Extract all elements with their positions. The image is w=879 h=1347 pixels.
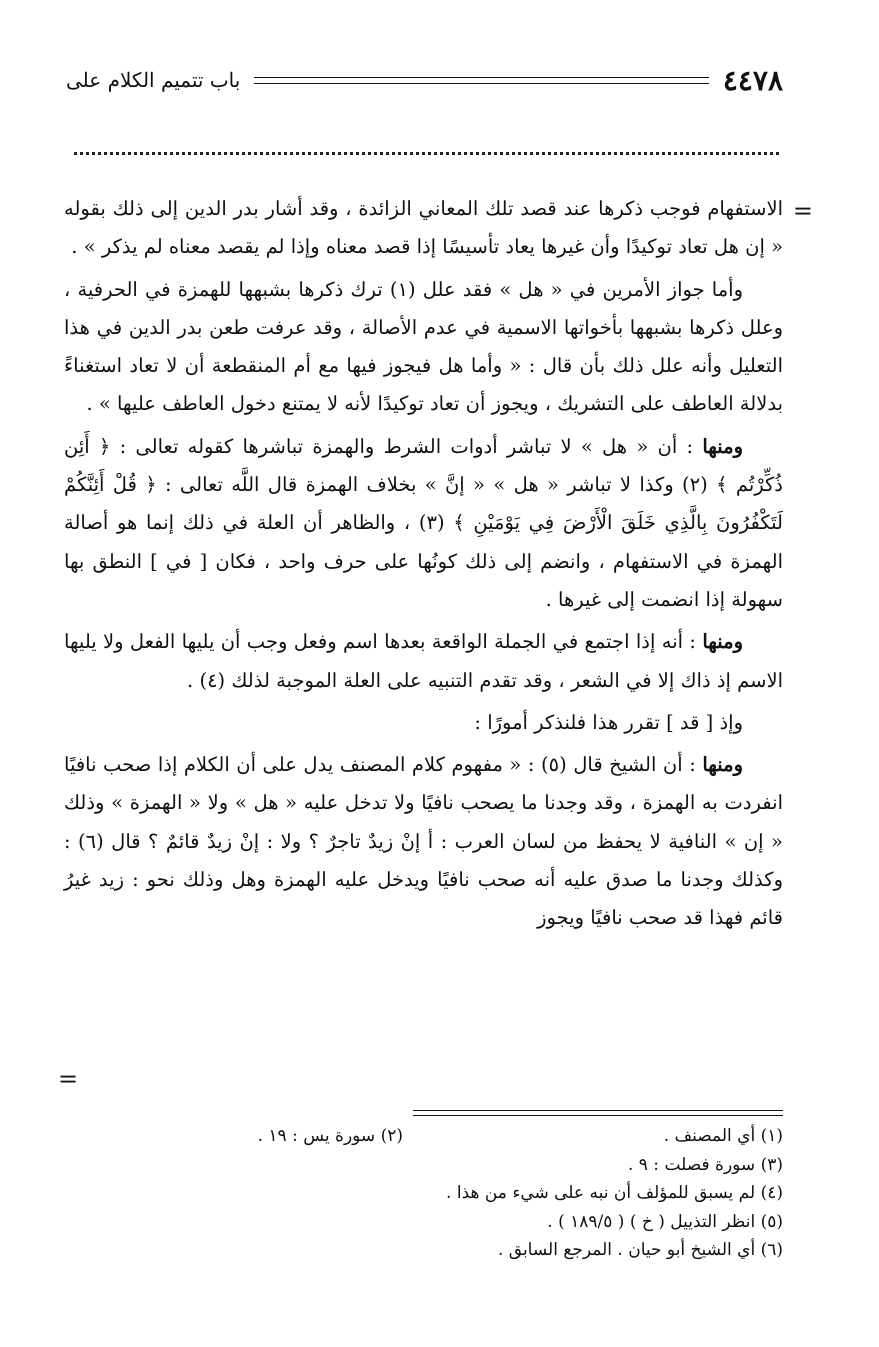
- paragraph-text: وأما جواز الأمرين في « هل » فقد علل (١) ترك ذكرها بشبهها للهمزة في الحرفية ، وعلل ذكرها بشبهها بأخواتها الاسمية في عدم الأصالة ، وقد عرفت طعن بدر الدين في هذا التعليل وأنه علل ذلك بأن قال : « وأما هل فيجوز فيها مع أم المنقطعة أن لا تعاد استغناءً بدلالة العاطف على التشريك ، ويجوز أن تعاد توكيدًا لأنه لا يمتنع دخول العاطف عليها » .: [64, 277, 783, 416]
- paragraph: [64, 746, 783, 937]
- footnote: (٤) لم يسبق للمؤلف أن نبه على شيء من هذا .: [446, 1183, 783, 1203]
- footnote-row: [64, 1179, 783, 1208]
- paragraph: [64, 271, 783, 424]
- paragraph-text: : أن الشيخ قال (٥) : « مفهوم كلام المصنف يدل على أن الكلام إذا صحب نافيًا انفردت به الهمزة ، وقد وجدنا ما يصحب نافيًا ولا تدخل عليه « هل » ولا « الهمزة » وذلك « إن » النافية لا يحفظ من لسان العرب : أ إنْ زيدٌ تاجرٌ ؟ ولا : إنْ زيدٌ قائمٌ ؟ قال (٦) : وكذلك وجدنا ما صدق عليه أنه صحب نافيًا ويدخل عليه الهمزة وهل وذلك نحو : زيد غيرُ قائم فهذا قد صحب نافيًا ويجوز: [64, 753, 783, 930]
- paragraph-text: وإذ [ قد ] تقرر هذا فلنذكر أمورًا :: [474, 710, 743, 734]
- header-double-rule: [254, 77, 709, 84]
- footnote-row: [64, 1236, 783, 1265]
- paragraph-text: : أن « هل » لا تباشر أدوات الشرط والهمزة تباشرها كقوله تعالى : ﴿ أَئِن ذُكِّرْتُم ﴾ (٢) وكذا لا تباشر « هل » « إنَّ » بخلاف الهمزة قال اللَّه تعالى : ﴿ قُلْ أَئِنَّكُمْ لَتَكْفُرُونَ بِالَّذِي خَلَقَ الْأَرْضَ فِي يَوْمَيْنِ ﴾ (٣) ، والظاهر أن العلة في ذلك إنما هو أصالة الهمزة في الاستفهام ، وانضم إلى ذلك كونُها على حرف واحد ، فكان [ في ] النطق بها سهولة إذا انضمت إلى غيرها .: [64, 434, 783, 611]
- footnote: (٢) سورة يس : ١٩ .: [257, 1126, 403, 1146]
- page-number: ٤٤٧٨: [722, 63, 783, 97]
- footnote: (٥) انظر التذييل ( خ ) ( ١٨٩/٥ ) .: [547, 1211, 783, 1232]
- paragraph-text: : أنه إذا اجتمع في الجملة الواقعة بعدها اسم وفعل وجب أن يليها الفعل ولا يليها الاسم إذ ذاك إلا في الشعر ، وقد تقدم التنبيه على العلة الموجبة لذلك (٤) .: [64, 630, 783, 692]
- footnote-row: [64, 1208, 783, 1237]
- paragraph: [64, 190, 783, 267]
- paragraph: [64, 623, 783, 700]
- continuation-mark-top: =: [792, 197, 813, 225]
- paragraph-lead: ومنها: [702, 630, 743, 654]
- paragraph-text: الاستفهام فوجب ذكرها عند قصد تلك المعاني الزائدة ، وقد أشار بدر الدين إلى ذلك بقوله « إن هل تعاد توكيدًا وأن غيرها يعاد تأسيسًا إذا قصد معناه وإذا لم يقصد معناه لم يذكر » .: [64, 197, 783, 259]
- running-title: باب تتميم الكلام على: [66, 68, 241, 92]
- page-header: [66, 60, 783, 100]
- footnote-row: [64, 1122, 783, 1151]
- footnote-row: [64, 1151, 783, 1180]
- footnotes: [64, 1122, 783, 1265]
- continuation-mark-bottom: =: [58, 1065, 79, 1093]
- footnote: (٦) أي الشيخ أبو حيان . المرجع السابق .: [497, 1240, 783, 1260]
- footnote-separator: [413, 1110, 783, 1116]
- main-text: [64, 190, 783, 942]
- paragraph: [64, 704, 783, 742]
- paragraph-lead: ومنها: [702, 753, 743, 777]
- paragraph: [64, 428, 783, 619]
- paragraph-lead: ومنها: [702, 434, 743, 458]
- dotted-separator: [74, 152, 779, 155]
- footnote: (١) أي المصنف .: [663, 1126, 783, 1146]
- footnote: (٣) سورة فصلت : ٩ .: [627, 1154, 783, 1175]
